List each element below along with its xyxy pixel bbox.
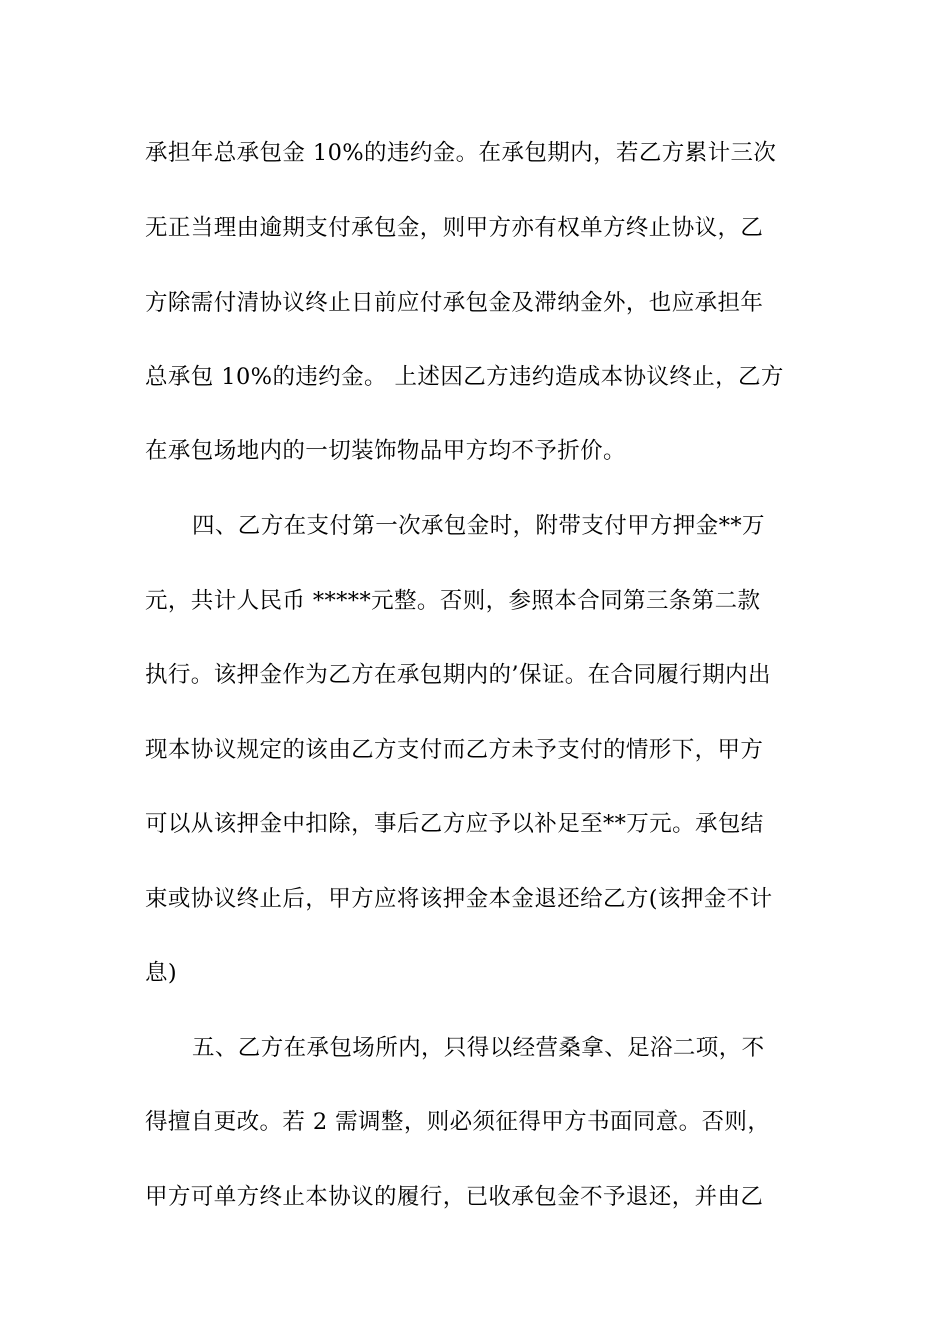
text-line: 得擅自更改。若 2 需调整，则必须征得甲方书面同意。否则，: [145, 1109, 771, 1135]
text-line: 执行。该押金作为乙方在承包期内的’保证。在合同履行期内出: [145, 662, 771, 688]
text-line: 总承包 10%的违约金。 上述因乙方违约造成本协议终止，乙方: [145, 364, 784, 390]
text-line: 承担年总承包金 10%的违约金。在承包期内，若乙方累计三次: [145, 140, 777, 166]
text-line: 无正当理由逾期支付承包金，则甲方亦有权单方终止协议，乙: [145, 215, 764, 241]
text-line: 束或协议终止后，甲方应将该押金本金退还给乙方(该押金不计: [145, 886, 773, 912]
paragraph-start-line: 五、乙方在承包场所内，只得以经营桑拿、足浴二项，不: [192, 1035, 765, 1061]
text-line: 息): [145, 960, 178, 986]
text-line: 元，共计人民币 *****元整。否则，参照本合同第三条第二款: [145, 588, 761, 614]
text-line: 可以从该押金中扣除，事后乙方应予以补足至**万元。承包结: [145, 811, 764, 837]
text-line: 在承包场地内的一切装饰物品甲方均不予折价。: [145, 438, 626, 464]
text-line: 现本协议规定的该由乙方支付而乙方未予支付的情形下，甲方: [145, 737, 764, 763]
text-line: 甲方可单方终止本协议的履行，已收承包金不予退还，并由乙: [145, 1184, 764, 1210]
paragraph-start-line: 四、乙方在支付第一次承包金时，附带支付甲方押金**万: [192, 513, 765, 539]
text-line: 方除需付清协议终止日前应付承包金及滞纳金外，也应承担年: [145, 290, 764, 316]
